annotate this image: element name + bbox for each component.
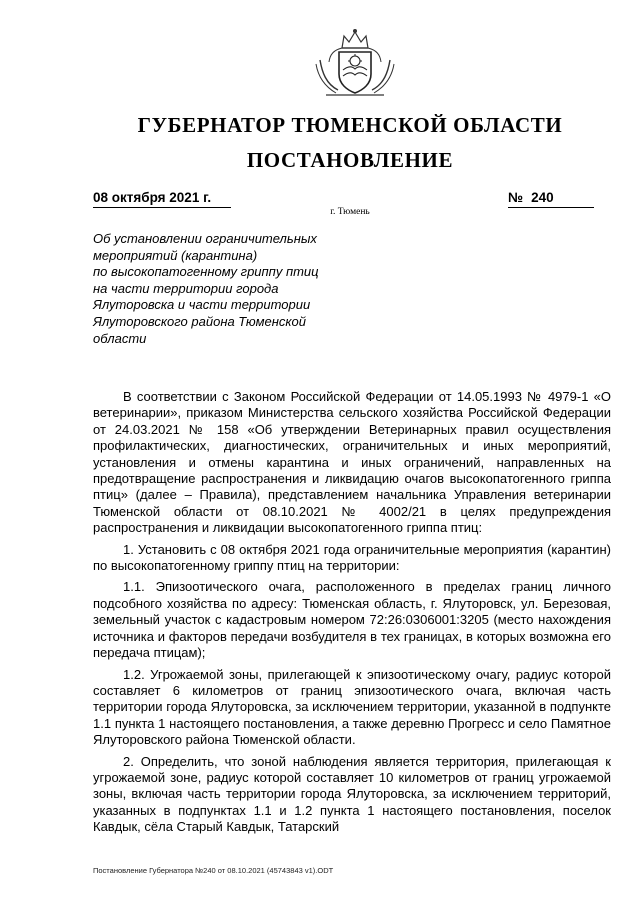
body-paragraph-item-1-2: 1.2. Угрожаемой зоны, прилегающей к эпизоотическому очагу, радиус которой составляет 6 километров от границ эпизоотического очага, включая часть территории города Ялуторовска, за исключением территории, указанной в подпункте 1.1 пункта 1 настоящего постановления, а также деревню Прогресс и село Памятное Ялуторовского района Тюменской области.	[93, 666, 611, 748]
body-paragraph-item-1: 1. Установить с 08 октября 2021 года ограничительные мероприятия (карантин) по высокопатогенному гриппу птиц на территории:	[93, 541, 611, 574]
subject-line: по высокопатогенному гриппу птиц	[93, 264, 319, 280]
body-paragraph-item-2: 2. Определить, что зоной наблюдения является территория, прилегающая к угрожаемой зоне, радиус которой составляет 10 километров от границ угрожаемой зоны, включая часть территории города Ялуторовска, за исключением территорий, указанных в подпунктах 1.1 и 1.2 пункта 1 настоящего постановления, поселок Кавдык, сёла Старый Кавдык, Татарский	[93, 753, 611, 835]
number-value: 240	[531, 190, 554, 205]
body-paragraph-item-1-1: 1.1. Эпизоотического очага, расположенного в пределах границ личного подсобного хозяйства по адресу: Тюменская область, г. Ялуторовск, ул. Березовая, земельный участок с кадастровым номером 72:26:0306001:3205 (место нахождения источника и факторов передачи возбудителя в тех границах, в которых возможна его передача птицам);	[93, 579, 611, 661]
subject-line: области	[93, 330, 147, 346]
issue-city: г. Тюмень	[330, 207, 370, 217]
subject-line: Об установлении ограничительных	[93, 231, 317, 246]
subject-line: мероприятий (карантина)	[93, 247, 258, 263]
body-paragraph-preamble: В соответствии с Законом Российской Федерации от 14.05.1993 № 4979-1 «О ветеринарии», приказом Министерства сельского хозяйства Российской Федерации от 24.03.2021 № 158 «Об утверждении Ветеринарных правил осуществления профилактических, диагностических, ограничительных и иных мероприятий, установления и отмены карантина и иных ограничений, направленных на предотвращение распространения и ликвидацию очагов высокопатогенного гриппа птиц» (далее – Правила), представлением начальника Управления ветеринарии Тюменской области от 08.10.2021 № 4002/21 в целях предупреждения распространения и ликвидации высокопатогенного гриппа птиц:	[93, 389, 611, 536]
number-sign: №	[508, 190, 524, 205]
document-date: 08 октября 2021 г.	[93, 190, 231, 208]
page-footer: Постановление Губернатора №240 от 08.10.2021 (45743843 v1).ODT	[93, 866, 334, 875]
document-subject	[93, 231, 373, 347]
subject-line: на части территории города	[93, 280, 279, 296]
subject-line: Ялуторовского района Тюменской	[93, 313, 306, 329]
document-type-title: ПОСТАНОВЛЕНИЕ	[246, 148, 454, 172]
subject-line: Ялуторовска и части территории	[93, 297, 311, 313]
document-body	[93, 389, 611, 841]
authority-title: ГУБЕРНАТОР ТЮМЕНСКОЙ ОБЛАСТИ	[137, 113, 563, 137]
coat-of-arms-icon	[312, 26, 398, 98]
document-number	[508, 190, 594, 208]
